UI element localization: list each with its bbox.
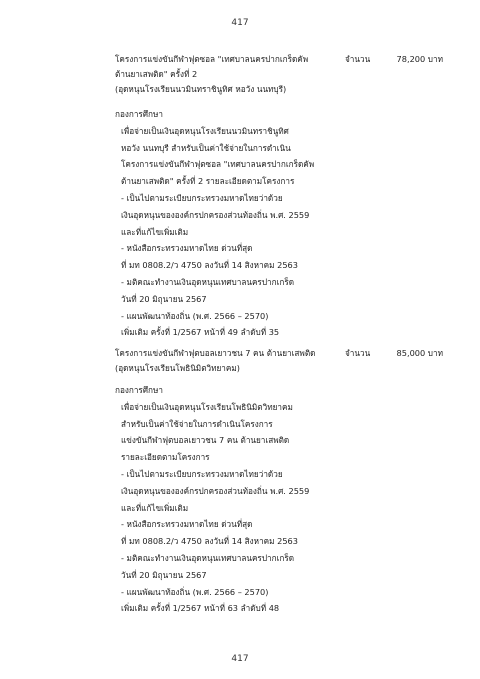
title-line: โครงการแข่งขันกีฬาฟุตซอล "เทศบาลนครปากเกร็ดคัพ — [115, 54, 309, 64]
description-line: - เป็นไปตามระเบียบกระทรวงมหาดไทยว่าด้วย — [121, 468, 283, 479]
description-line: - มติคณะทำงานเงินอุดหนุนเทศบาลนครปากเกร็ด — [121, 276, 295, 287]
description-line: แข่งขันกีฬาฟุตบอลเยาวชน 7 คน ต้านยาเสพติด — [121, 435, 290, 446]
item-description — [115, 106, 435, 341]
description-line: - เป็นไปตามระเบียบกระทรวงมหาดไทยว่าด้วย — [121, 192, 283, 203]
description-line: ที่ มท 0808.2/ว 4750 ลงวันที่ 14 สิงหาคม 2563 — [121, 260, 298, 271]
description-line: และที่แก้ไขเพิ่มเติม — [121, 226, 189, 237]
department-label: กองการศึกษา — [115, 109, 163, 119]
description-line: และที่แก้ไขเพิ่มเติม — [121, 502, 189, 513]
title-line: (อุดหนุนโรงเรียนโพธินิมิตวิทยาคม) — [115, 363, 240, 373]
department-label: กองการศึกษา — [115, 385, 163, 395]
amount-value: 85,000 บาท — [396, 348, 443, 358]
description-line: หอวัง นนทบุรี สำหรับเป็นค่าใช้จ่ายในการดำเนิน — [121, 142, 291, 153]
description-line: เงินอุดหนุนขององค์กรปกครองส่วนท้องถิ่น พ.ศ. 2559 — [121, 485, 310, 496]
description-line: - แผนพัฒนาท้องถิ่น (พ.ศ. 2566 – 2570) — [121, 586, 269, 597]
description-line: เพิ่มเติม ครั้งที่ 1/2567 หน้าที่ 63 ลำดับที่ 48 — [121, 603, 280, 614]
title-line: ต้านยาเสพติด" ครั้งที่ 2 — [115, 69, 198, 79]
description-line: เพื่อจ่ายเป็นเงินอุดหนุนโรงเรียนโพธินิมิตวิทยาคม — [121, 401, 293, 412]
title-line: โครงการแข่งขันกีฬาฟุตบอลเยาวชน 7 คน ต้านยาเสพติด — [115, 348, 316, 358]
item-description — [115, 382, 435, 617]
description-line: โครงการแข่งขันกีฬาฟุตซอล "เทศบาลนครปากเกร็ดคัพ — [121, 159, 315, 170]
description-line: ที่ มท 0808.2/ว 4750 ลงวันที่ 14 สิงหาคม 2563 — [121, 536, 298, 547]
description-line: เพื่อจ่ายเป็นเงินอุดหนุนโรงเรียนนวมินทราชินูทิศ — [121, 125, 289, 136]
description-line: - แผนพัฒนาท้องถิ่น (พ.ศ. 2566 – 2570) — [121, 310, 269, 321]
description-line: ต้านยาเสพติด" ครั้งที่ 2 รายละเอียดตามโครงการ — [121, 176, 295, 187]
page-number-top: 417 — [231, 18, 249, 28]
description-line: สำหรับเป็นค่าใช้จ่ายในการดำเนินโครงการ — [121, 418, 273, 429]
page-number-bottom: 417 — [231, 654, 249, 664]
description-line: วันที่ 20 มิถุนายน 2567 — [121, 293, 207, 304]
amount-value: 78,200 บาท — [396, 54, 443, 64]
description-line: - มติคณะทำงานเงินอุดหนุนเทศบาลนครปากเกร็ด — [121, 552, 295, 563]
title-line: (อุดหนุนโรงเรียนนวมินทราชินูทิศ หอวัง นนทบุรี) — [115, 84, 287, 94]
description-line: รายละเอียดตามโครงการ — [121, 452, 210, 463]
description-line: เพิ่มเติม ครั้งที่ 1/2567 หน้าที่ 49 ลำดับที่ 35 — [121, 327, 280, 338]
description-line: - หนังสือกระทรวงมหาดไทย ด่วนที่สุด — [121, 243, 253, 254]
description-line: - หนังสือกระทรวงมหาดไทย ด่วนที่สุด — [121, 519, 253, 530]
item-title — [115, 52, 330, 97]
amount-label: จำนวน — [345, 348, 371, 358]
description-line: วันที่ 20 มิถุนายน 2567 — [121, 569, 207, 580]
amount-label: จำนวน — [345, 54, 371, 64]
description-line: เงินอุดหนุนขององค์กรปกครองส่วนท้องถิ่น พ.ศ. 2559 — [121, 209, 310, 220]
item-title — [115, 346, 330, 376]
